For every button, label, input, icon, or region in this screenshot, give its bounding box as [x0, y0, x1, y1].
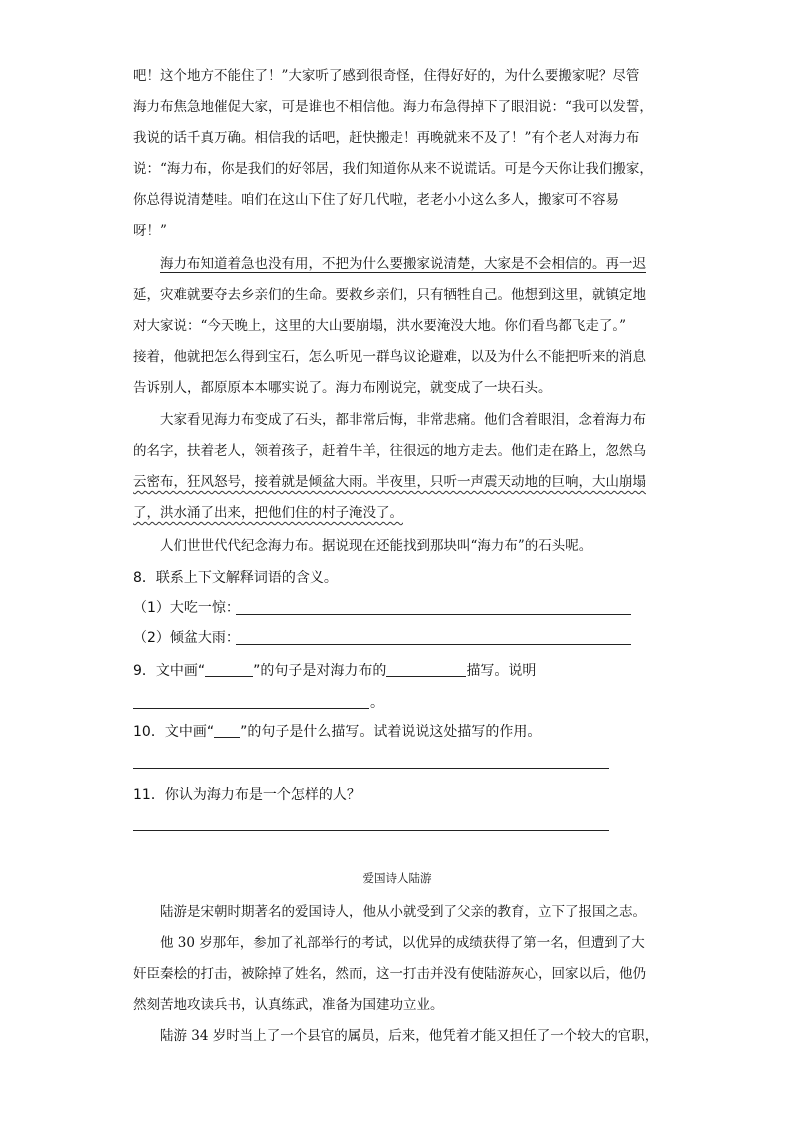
question-9	[133, 661, 536, 681]
text-line: 然刻苦地攻读兵书，认真练武，准备为国建功立业。	[133, 997, 444, 1013]
answer-blank-9-1[interactable]	[386, 662, 466, 677]
text-line: 的名字，扶着老人，领着孩子，赶着牛羊，往很远的地方走去。他们走在路上，忽然乌	[133, 443, 646, 459]
question-8-item-1-label: （1）大吃一惊：	[133, 600, 240, 616]
question-8-stem: 8．联系上下文解释词语的含义。	[133, 570, 338, 586]
story-paragraph-4: 人们世世代代纪念海力布。据说现在还能找到那块叫“海力布”的石头呢。	[160, 538, 593, 554]
answer-blank-8-2[interactable]	[236, 644, 631, 645]
text-line: 我说的话千真万确。相信我的话吧，赶快搬走！再晚就来不及了！”有个老人对海力布	[133, 130, 640, 146]
text-line: 他 30 岁那年，参加了礼部举行的考试，以优异的成绩获得了第一名，但遭到了大	[160, 935, 645, 951]
answer-blank-9-2[interactable]	[133, 708, 369, 709]
answer-blank-8-1[interactable]	[236, 614, 631, 615]
text-line: 延，灾难就要夺去乡亲们的生命。要救乡亲们，只有牺牲自己。他想到这里，就镇定地	[133, 287, 646, 303]
text-line: 陆游是宋朝时期著名的爱国诗人，他从小就受到了父亲的教育，立下了报国之志。	[160, 904, 646, 920]
story-2-title: 爱国诗人陆游	[362, 871, 432, 885]
text-line: 接着，他就把怎么得到宝石，怎么听见一群鸟议论避难，以及为什么不能把听来的消息	[133, 349, 646, 365]
wavy-underlined-line: 云密布，狂风怒号，接着就是倾盆大雨。半夜里，只听一声震天动地的巨响，大山崩塌	[133, 474, 646, 490]
text-line: 大家看见海力布变成了石头，都非常后悔，非常悲痛。他们含着眼泪，念着海力布	[160, 412, 646, 428]
underlined-sentence-line: 海力布知道着急也没有用，不把为什么要搬家说清楚，大家是不会相信的。再一迟	[160, 256, 646, 272]
straight-line-marker	[205, 662, 253, 677]
question-9-part-a: 9．文中画“	[133, 663, 206, 679]
question-8-item-2-label: （2）倾盆大雨：	[133, 630, 240, 646]
text-line: 告诉别人，都原原本本哪实说了。海力布刚说完，就变成了一块石头。	[133, 380, 552, 396]
text-line: 陆游 34 岁时当上了一个县官的属员，后来，他凭着才能又担任了一个较大的官职，	[160, 1028, 659, 1044]
wavy-underlined-line: 了，洪水涌了出来，把他们住的村子淹没了。	[133, 505, 403, 521]
question-9-part-c: 描写。说明	[466, 663, 537, 679]
text-line: 奸臣秦桧的打击，被除掉了姓名，然而，这一打击并没有使陆游灰心，回家以后，他仍	[133, 966, 646, 982]
question-9-part-b: ”的句子是对海力布的	[253, 663, 387, 679]
question-10-part-b: ”的句子是什么描写。试着说说这处描写的作用。	[240, 724, 542, 740]
wavy-line-marker	[214, 723, 240, 738]
text-line: 吧！这个地方不能住了！”大家听了感到很奇怪，住得好好的，为什么要搬家呢？尽管	[133, 68, 640, 84]
text-line: 呀！”	[133, 223, 167, 239]
question-9-end-mark: 。	[370, 695, 384, 711]
text-line: 海力布焦急地催促大家，可是谁也不相信他。海力布急得掉下了眼泪说：“我可以发誓，	[133, 99, 653, 115]
question-11: 11．你认为海力布是一个怎样的人？	[133, 787, 361, 803]
question-10-part-a: 10．文中画“	[133, 724, 215, 740]
answer-blank-10[interactable]	[133, 768, 609, 769]
text-line: 你总得说清楚哇。咱们在这山下住了好几代啦，老老小小这么多人，搬家可不容易	[133, 192, 619, 208]
text-line: 说：“海力布，你是我们的好邻居，我们知道你从来不说谎话。可是今天你让我们搬家，	[133, 161, 653, 177]
question-10	[133, 722, 541, 742]
answer-blank-11[interactable]	[133, 830, 609, 831]
text-line: 对大家说：“今天晚上，这里的大山要崩塌，洪水要淹没大地。你们看鸟都飞走了。”	[133, 318, 627, 334]
